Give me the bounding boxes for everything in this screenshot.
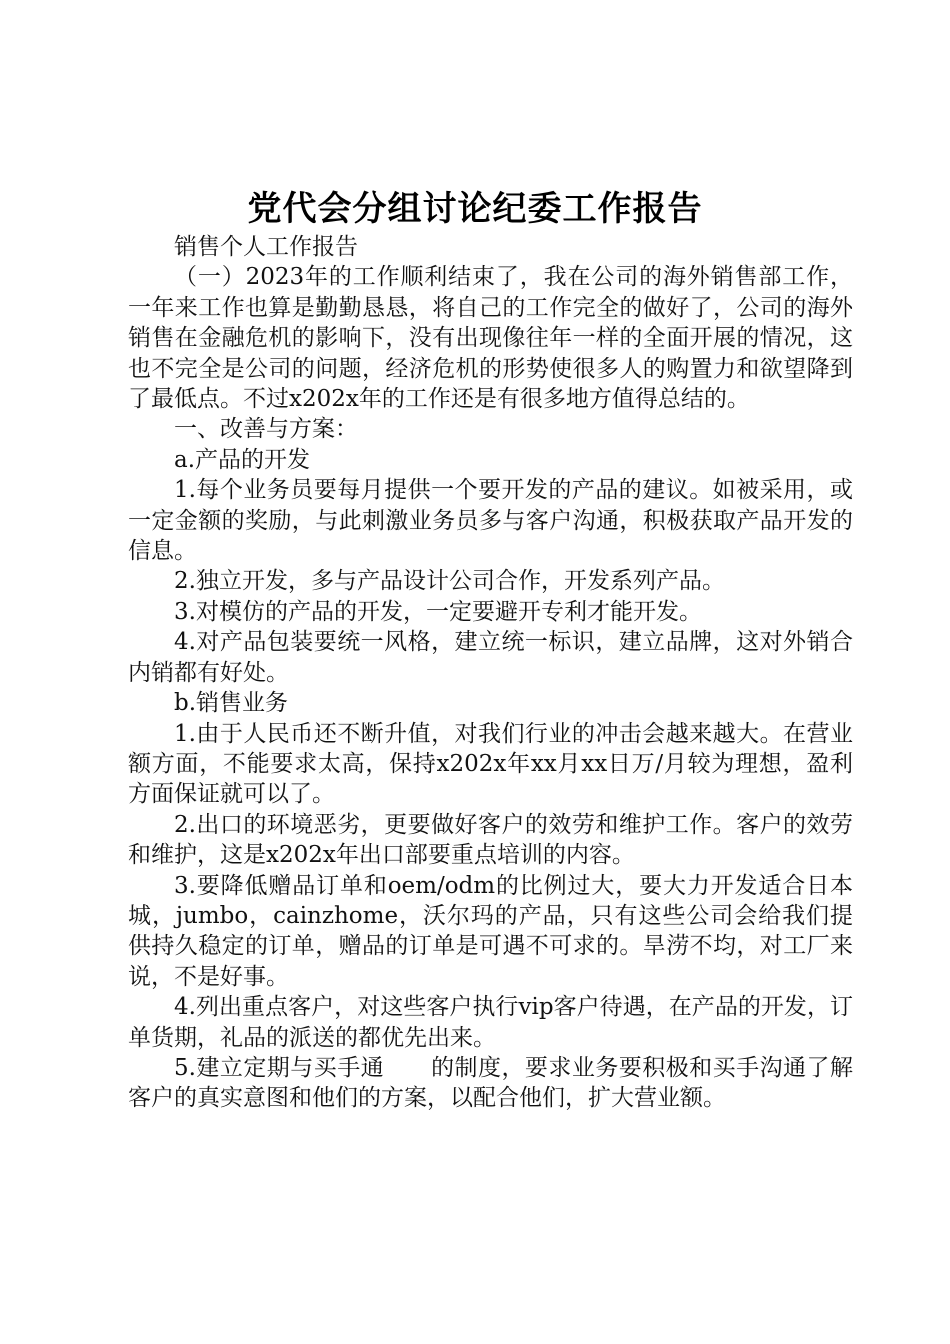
list-item: 1.每个业务员要每月提供一个要开发的产品的建议。如被采用，或一定金额的奖励，与此刺激业务员多与客户沟通，积极获取产品开发的信息。 bbox=[128, 477, 853, 565]
subsection-heading-b: b.销售业务 bbox=[174, 690, 289, 717]
list-item: 4.对产品包装要统一风格，建立统一标识，建立品牌，这对外销合内销都有好处。 bbox=[128, 629, 853, 686]
document-title: 党代会分组讨论纪委工作报告 bbox=[247, 189, 703, 229]
list-item: 4.列出重点客户，对这些客户执行vip客户待遇，在产品的开发，订单货期，礼品的派送的都优先出来。 bbox=[128, 994, 853, 1051]
subtitle-paragraph: 销售个人工作报告 bbox=[174, 234, 358, 260]
list-item: 2.出口的环境恶劣，更要做好客户的效劳和维护工作。客户的效劳和维护，这是x202x年出口部要重点培训的内容。 bbox=[128, 811, 853, 869]
list-item: 3.对模仿的产品的开发，一定要避开专利才能开发。 bbox=[174, 598, 702, 625]
list-item: 1.由于人民币还不断升值，对我们行业的冲击会越来越大。在营业额方面，不能要求太高，保持x202x年xx月xx日万/月较为理想，盈利方面保证就可以了。 bbox=[128, 720, 853, 808]
list-item: 3.要降低赠品订单和oem/odm的比例过大，要大力开发适合日本城，jumbo，cainzhome，沃尔玛的产品，只有这些公司会给我们提供持久稳定的订单，赠品的订单是可遇不可求的。旱涝不均，对工厂来说，不是好事。 bbox=[128, 872, 853, 990]
document-body bbox=[128, 232, 853, 1114]
list-item: 5.建立定期与买手通 的制度，要求业务要积极和买手沟通了解客户的真实意图和他们的方案，以配合他们，扩大营业额。 bbox=[128, 1054, 853, 1112]
subsection-heading-a: a.产品的开发 bbox=[174, 446, 311, 473]
section-heading: 一、改善与方案： bbox=[174, 416, 358, 443]
intro-paragraph: （一）2023年的工作顺利结束了，我在公司的海外销售部工作，一年来工作也算是勤勤恳恳，将自己的工作完全的做好了，公司的海外销售在金融危机的影响下，没有出现像往年一样的全面开展的情况，这也不完全是公司的问题，经济危机的形势使很多人的购置力和欲望降到了最低点。不过x202x年的工作还是有很多地方值得总结的。 bbox=[128, 264, 853, 413]
list-item: 2.独立开发，多与产品设计公司合作，开发系列产品。 bbox=[174, 568, 725, 595]
